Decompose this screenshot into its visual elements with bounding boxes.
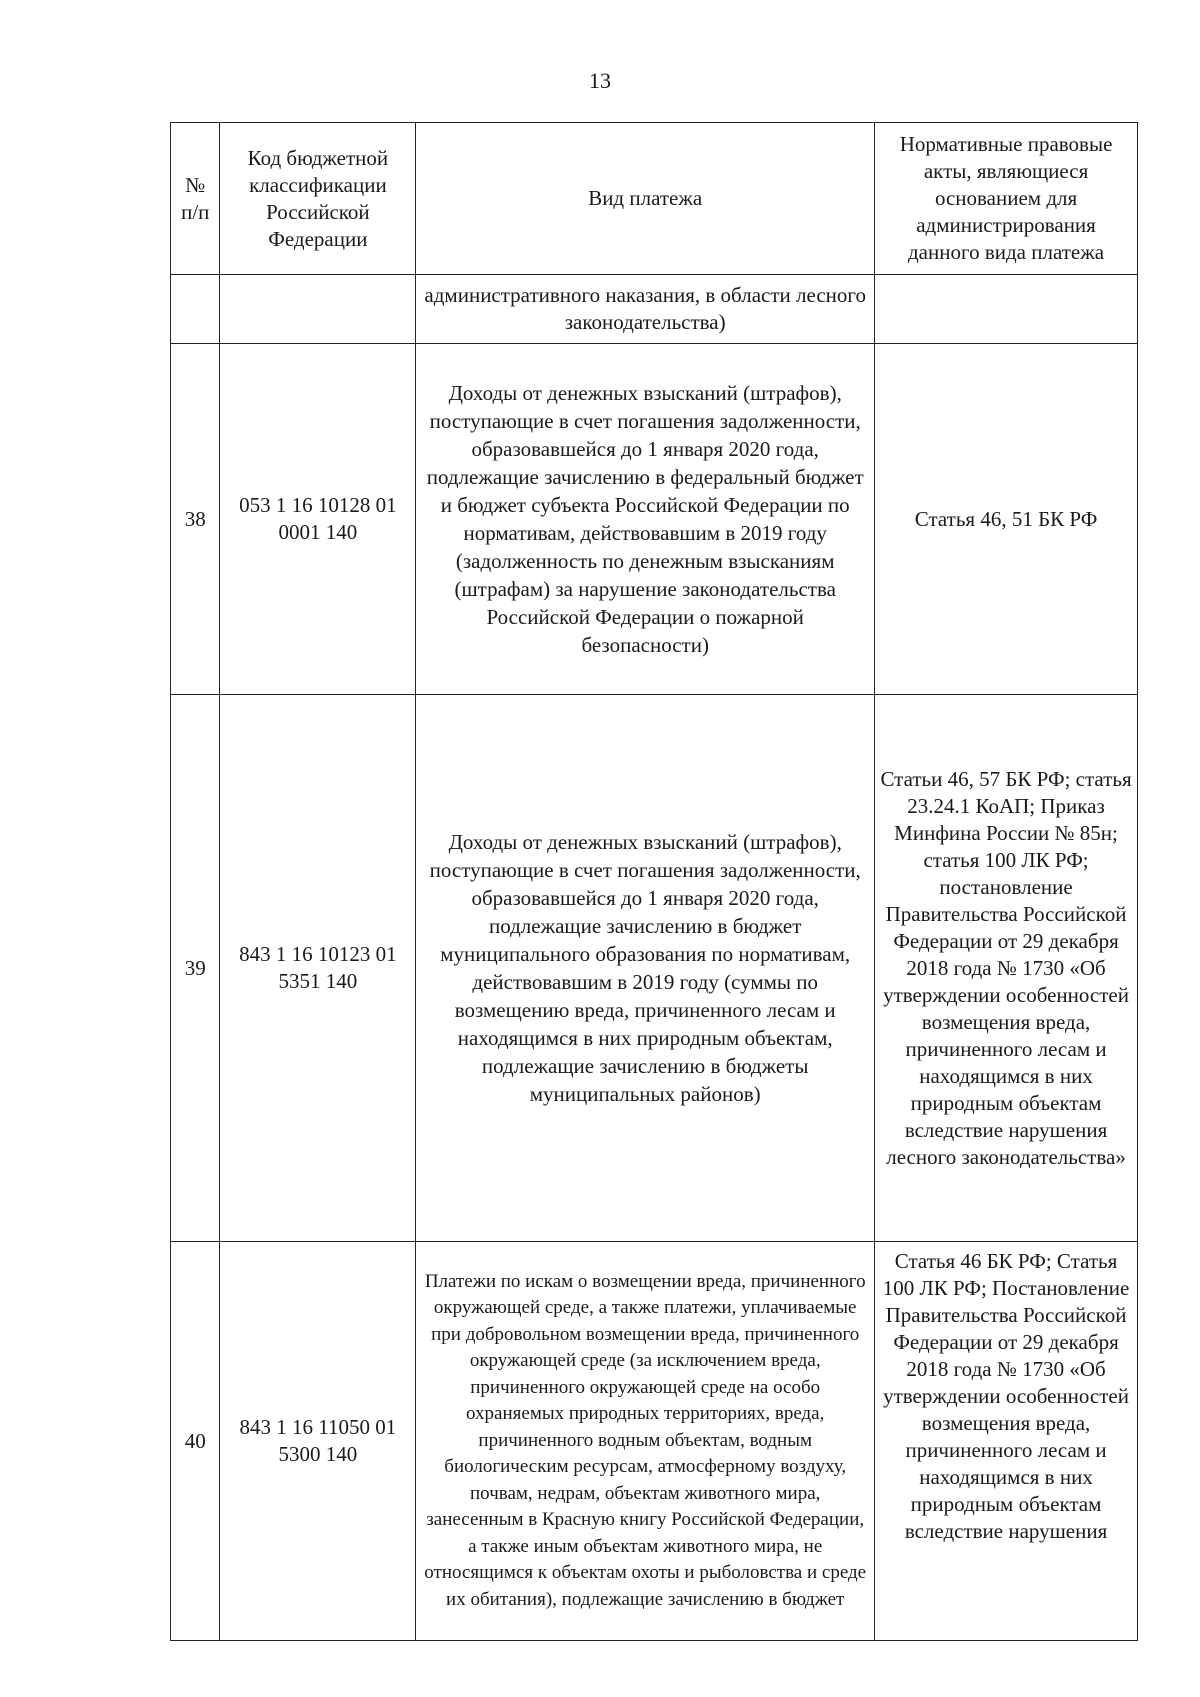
cell-payment: административного наказания, в области лесного законодательства)	[416, 275, 875, 344]
cell-num: 38	[171, 344, 220, 695]
table-row	[171, 344, 1138, 695]
cell-acts: Статья 46, 51 БК РФ	[875, 344, 1138, 695]
header-num: № п/п	[171, 123, 220, 275]
cell-acts	[875, 275, 1138, 344]
table-header-row	[171, 123, 1138, 275]
cell-code: 053 1 16 10128 01 0001 140	[220, 344, 416, 695]
cell-num: 39	[171, 695, 220, 1242]
header-acts: Нормативные правовые акты, являющиеся основанием для администрирования данного вида платежа	[875, 123, 1138, 275]
cell-acts: Статья 46 БК РФ; Статья 100 ЛК РФ; Постановление Правительства Российской Федерации от 29 декабря 2018 года № 1730 «Об утверждении особенностей возмещения вреда, причиненного лесам и находящимся в них природным объектам вследствие нарушения	[875, 1242, 1138, 1641]
cell-payment: Доходы от денежных взысканий (штрафов), поступающие в счет погашения задолженности, образовавшейся до 1 января 2020 года, подлежащие зачислению в бюджет муниципального образования по нормативам, действовавшим в 2019 году (суммы по возмещению вреда, причиненного лесам и находящимся в них природным объектам, подлежащие зачислению в бюджеты муниципальных районов)	[416, 695, 875, 1242]
cell-code: 843 1 16 10123 01 5351 140	[220, 695, 416, 1242]
header-code: Код бюджетной классификации Российской Федерации	[220, 123, 416, 275]
table-row	[171, 1242, 1138, 1641]
header-payment: Вид платежа	[416, 123, 875, 275]
budget-classification-table	[170, 122, 1138, 1641]
cell-code: 843 1 16 11050 01 5300 140	[220, 1242, 416, 1641]
cell-payment: Платежи по искам о возмещении вреда, причиненного окружающей среде, а также платежи, уплачиваемые при добровольном возмещении вреда, причиненного окружающей среде (за исключением вреда, причиненного окружающей среде на особо охраняемых природных территориях, вреда, причиненного водным объектам, водным биологическим ресурсам, атмосферному воздуху, почвам, недрам, объектам животного мира, занесенным в Красную книгу Российской Федерации, а также иным объектам животного мира, не относящимся к объектам охоты и рыболовства и среде их обитания), подлежащие зачислению в бюджет	[416, 1242, 875, 1641]
cell-payment: Доходы от денежных взысканий (штрафов), поступающие в счет погашения задолженности, образовавшейся до 1 января 2020 года, подлежащие зачислению в федеральный бюджет и бюджет субъекта Российской Федерации по нормативам, действовавшим в 2019 году (задолженность по денежным взысканиям (штрафам) за нарушение законодательства Российской Федерации о пожарной безопасности)	[416, 344, 875, 695]
page-number: 13	[589, 68, 611, 93]
cell-num	[171, 275, 220, 344]
cell-num: 40	[171, 1242, 220, 1641]
cell-code	[220, 275, 416, 344]
cell-acts: Статьи 46, 57 БК РФ; статья 23.24.1 КоАП; Приказ Минфина России № 85н; статья 100 ЛК РФ; постановление Правительства Российской Федерации от 29 декабря 2018 года № 1730 «Об утверждении особенностей возмещения вреда, причиненного лесам и находящимся в них природным объектам вследствие нарушения лесного законодательства»	[875, 695, 1138, 1242]
table-row	[171, 275, 1138, 344]
table-row	[171, 695, 1138, 1242]
